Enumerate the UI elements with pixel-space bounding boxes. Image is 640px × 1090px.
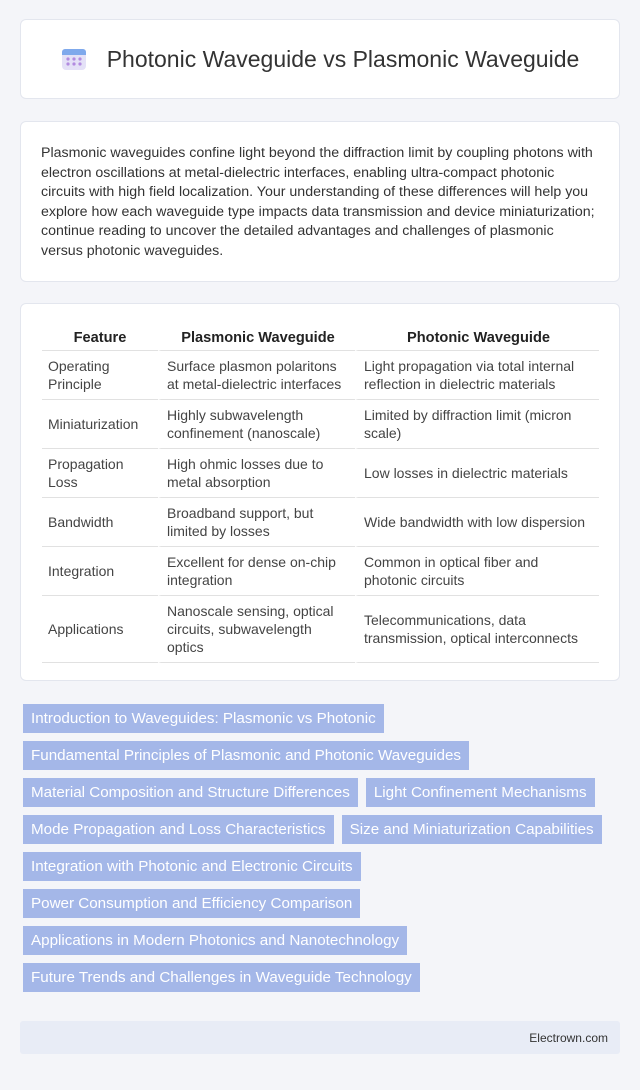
comparison-table <box>42 322 599 663</box>
feature-cell: Bandwidth <box>42 498 158 547</box>
comparison-table-card <box>20 303 620 681</box>
footer <box>20 1021 620 1054</box>
topic-links <box>20 704 620 1000</box>
header-plasmonic: Plasmonic Waveguide <box>158 322 355 351</box>
topic-link-fundamental-principles[interactable]: Fundamental Principles of Plasmonic and Photonic Waveguides <box>23 741 469 770</box>
table-row <box>42 400 599 449</box>
topic-link-future-trends[interactable]: Future Trends and Challenges in Waveguide Technology <box>23 963 420 992</box>
plasmonic-cell: Nanoscale sensing, optical circuits, subwavelength optics <box>158 596 355 663</box>
page-title: Photonic Waveguide vs Plasmonic Waveguide <box>106 45 580 72</box>
plasmonic-cell: High ohmic losses due to metal absorption <box>158 449 355 498</box>
topic-link-applications[interactable]: Applications in Modern Photonics and Nanotechnology <box>23 926 407 955</box>
page-header <box>20 19 620 99</box>
photonic-cell: Telecommunications, data transmission, optical interconnects <box>355 596 599 663</box>
topic-link-mode-propagation[interactable]: Mode Propagation and Loss Characteristics <box>23 815 334 844</box>
header-photonic: Photonic Waveguide <box>355 322 599 351</box>
intro-card <box>20 121 620 282</box>
table-header-row <box>42 322 599 351</box>
intro-text: Plasmonic waveguides confine light beyond the diffraction limit by coupling photons with electron oscillations at metal-dielectric interfaces, enabling ultra-compact photonic circuits with high field localization. Your understanding of these differences will help you explore how each waveguide type impacts data transmission and device miniaturization; continue reading to uncover the detailed advantages and challenges of plasmonic versus photonic waveguides. <box>41 145 595 259</box>
feature-cell: Propagation Loss <box>42 449 158 498</box>
topic-link-size-miniaturization[interactable]: Size and Miniaturization Capabilities <box>342 815 602 844</box>
feature-cell: Integration <box>42 547 158 596</box>
footer-site: Electrown.com <box>529 1030 608 1045</box>
feature-cell: Applications <box>42 596 158 663</box>
plasmonic-cell: Highly subwavelength confinement (nanoscale) <box>158 400 355 449</box>
table-row <box>42 596 599 663</box>
photonic-cell: Limited by diffraction limit (micron scale) <box>355 400 599 449</box>
plasmonic-cell: Broadband support, but limited by losses <box>158 498 355 547</box>
photonic-cell: Common in optical fiber and photonic circuits <box>355 547 599 596</box>
table-row <box>42 351 599 400</box>
topic-link-introduction[interactable]: Introduction to Waveguides: Plasmonic vs Photonic <box>23 704 384 733</box>
plasmonic-cell: Excellent for dense on-chip integration <box>158 547 355 596</box>
topic-link-material-composition[interactable]: Material Composition and Structure Differences <box>23 778 358 807</box>
photonic-cell: Low losses in dielectric materials <box>355 449 599 498</box>
feature-cell: Miniaturization <box>42 400 158 449</box>
feature-cell: Operating Principle <box>42 351 158 400</box>
table-row <box>42 449 599 498</box>
table-row <box>42 547 599 596</box>
topic-link-power-consumption[interactable]: Power Consumption and Efficiency Comparison <box>23 889 360 918</box>
header-feature: Feature <box>42 322 158 351</box>
calendar-grid-icon <box>61 46 87 72</box>
plasmonic-cell: Surface plasmon polaritons at metal-dielectric interfaces <box>158 351 355 400</box>
topic-link-light-confinement[interactable]: Light Confinement Mechanisms <box>366 778 595 807</box>
table-row <box>42 498 599 547</box>
topic-link-integration[interactable]: Integration with Photonic and Electronic Circuits <box>23 852 361 881</box>
photonic-cell: Wide bandwidth with low dispersion <box>355 498 599 547</box>
photonic-cell: Light propagation via total internal reflection in dielectric materials <box>355 351 599 400</box>
